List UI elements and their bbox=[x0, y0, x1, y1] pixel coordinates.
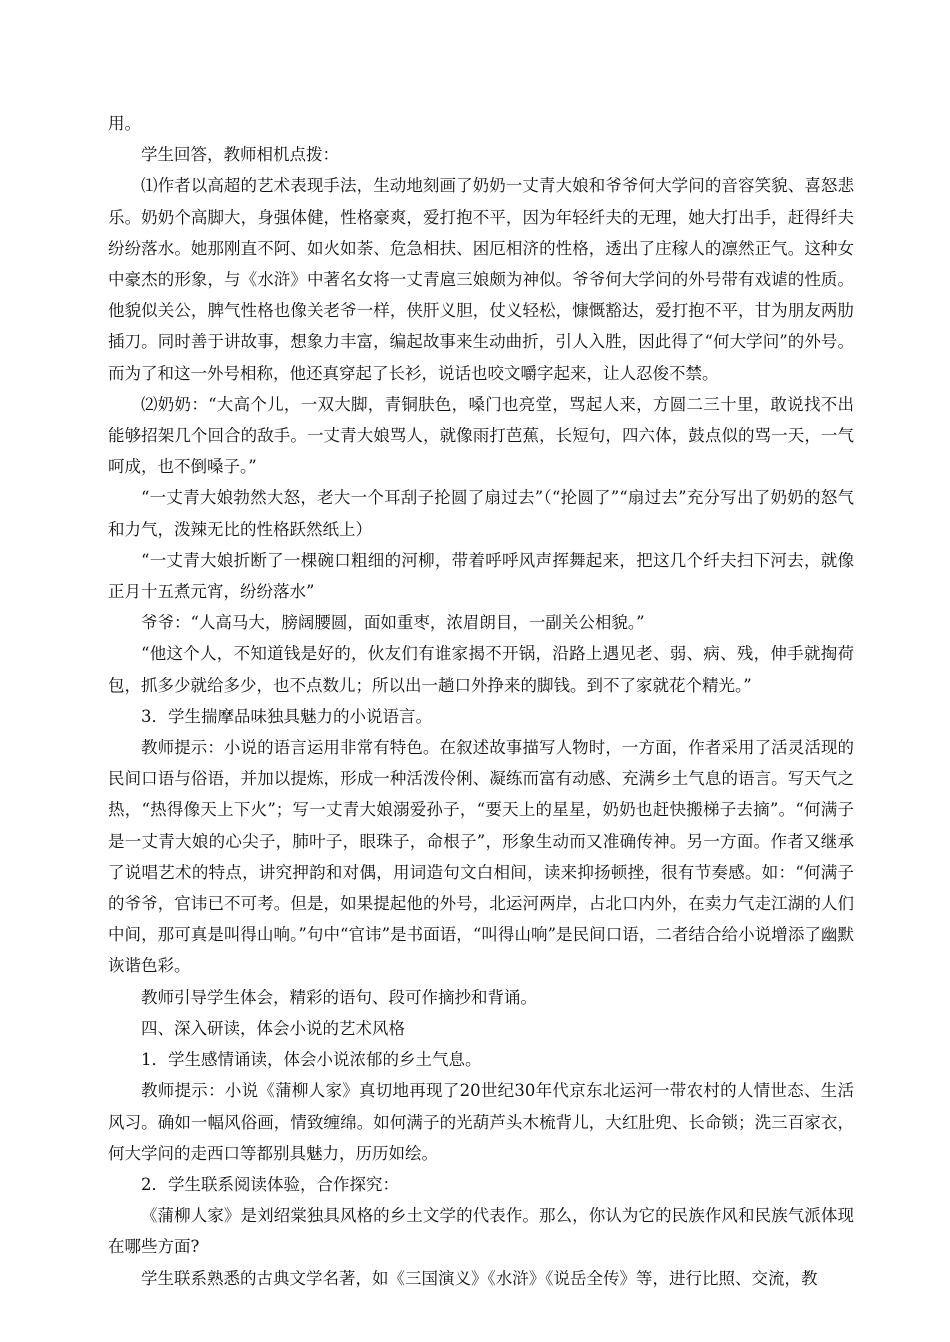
paragraph-point-1: ⑴作者以高超的艺术表现手法，生动地刻画了奶奶一丈青大娘和爷爷何大学问的音容笑貌、喜怒悲乐。奶奶个高脚大，身强体健，性格豪爽，爱打抱不平，因为年轻纤夫的无理，她大打出手，赶得纤夫纷纷落水。她那刚直不阿、如火如荼、危急相扶、困厄相济的性格，透出了庄稼人的凛然正气。这种女中豪杰的形象，与《水浒》中著名女将一丈青扈三娘颇为神似。爷爷何大学问的外号带有戏谑的性质。他貌似关公，脾气性格也像关老爷一样，侠肝义胆，仗义轻松，慷慨豁达，爱打抱不平，甘为朋友两肋插刀。同时善于讲故事，想象力丰富，编起故事来生动曲折，引人入胜，因此得了“何大学问”的外号。而为了和这一外号相称，他还真穿起了长衫，说话也咬文嚼字起来，让人忍俊不禁。 bbox=[108, 176, 854, 383]
paragraph-step-2: 2．学生联系阅读体验，合作探究： bbox=[141, 1174, 399, 1194]
paragraph-step-1: 1．学生感情诵读，体会小说浓郁的乡土气息。 bbox=[141, 1050, 482, 1070]
section-heading-4: 四、深入研读，体会小说的艺术风格 bbox=[141, 1018, 405, 1038]
paragraph-teacher-tip-style: 教师提示：小说《蒲柳人家》真切地再现了20世纪30年代京东北运河一带农村的人情世态、生活风习。确如一幅风俗画，情致缠绵。如何满子的光葫芦头木梳背儿，大红肚兜、长命锁；洗三百家衣，何大学问的走西口等都别具魅力，历历如绘。 bbox=[108, 1081, 854, 1163]
paragraph-quote-slap: “一丈青大娘勃然大怒，老大一个耳刮子抡圆了扇过去”（“抡圆了”“扇过去”充分写出了奶奶的怒气和力气，泼辣无比的性格跃然纸上） bbox=[108, 488, 854, 539]
paragraph-student-answer: 学生回答，教师相机点拨： bbox=[141, 145, 339, 165]
paragraph-teacher-tip-language: 教师提示：小说的语言运用非常有特色。在叙述故事描写人物时，一方面，作者采用了活灵活现的民间口语与俗语，并加以提炼，形成一种活泼伶俐、凝练而富有动感、充满乡土气息的语言。写天气之热，“热得像天上下火”；写一丈青大娘溺爱孙子，“要天上的星星，奶奶也赶快搬梯子去摘”。“何满子是一丈青大娘的心尖子，肺叶子，眼珠子，命根子”，形象生动而又准确传神。另一方面。作者又继承了说唱艺术的特点，讲究押韵和对偶，用词造句文白相间，读来抑扬顿挫，很有节奏感。如：“何满子的爷爷，官讳已不可考。但是，如果提起他的外号，北运河两岸，占北口内外，在卖力气走江湖的人们中间，那可真是叫得山响。”句中“官讳”是书面语，“叫得山响”是民间口语，二者结合给小说增添了幽默诙谐色彩。 bbox=[108, 738, 854, 976]
document-page bbox=[108, 108, 854, 1294]
paragraph-student-compare: 学生联系熟悉的古典文学名著，如《三国演义》《水浒》《说岳全传》等，进行比照、交流，教 bbox=[141, 1268, 818, 1288]
paragraph-step-3: 3．学生揣摩品味独具魅力的小说语言。 bbox=[141, 706, 432, 726]
paragraph-quote-money: “他这个人，不知道钱是好的，伙友们有谁家揭不开锅，沿路上遇见老、弱、病、残，伸手就掏荷包，抓多少就给多少，也不点数儿；所以出一趟口外挣来的脚钱。到不了家就花个精光。” bbox=[108, 644, 854, 695]
paragraph-question: 《蒲柳人家》是刘绍棠独具风格的乡土文学的代表作。那么，你认为它的民族作风和民族气派体现在哪些方面? bbox=[108, 1206, 854, 1257]
paragraph-quote-willow: “一丈青大娘折断了一棵碗口粗细的河柳，带着呼呼风声挥舞起来，把这几个纤夫扫下河去，就像正月十五煮元宵，纷纷落水” bbox=[108, 550, 854, 602]
paragraph-point-2-grandma: ⑵奶奶：“大高个儿，一双大脚，青铜肤色，嗓门也亮堂，骂起人来，方圆二三十里，敢说找不出能够招架几个回合的敌手。一丈青大娘骂人，就像雨打芭蕉，长短句，四六体，鼓点似的骂一天，一气呵成，也不倒嗓子。” bbox=[108, 394, 854, 477]
paragraph-teacher-guide: 教师引导学生体会，精彩的语句、段可作摘抄和背诵。 bbox=[141, 987, 537, 1007]
paragraph-grandpa: 爷爷：“人高马大，膀阔腰圆，面如重枣，浓眉朗目，一副关公相貌。” bbox=[141, 613, 645, 633]
paragraph-continuation: 用。 bbox=[108, 114, 141, 133]
